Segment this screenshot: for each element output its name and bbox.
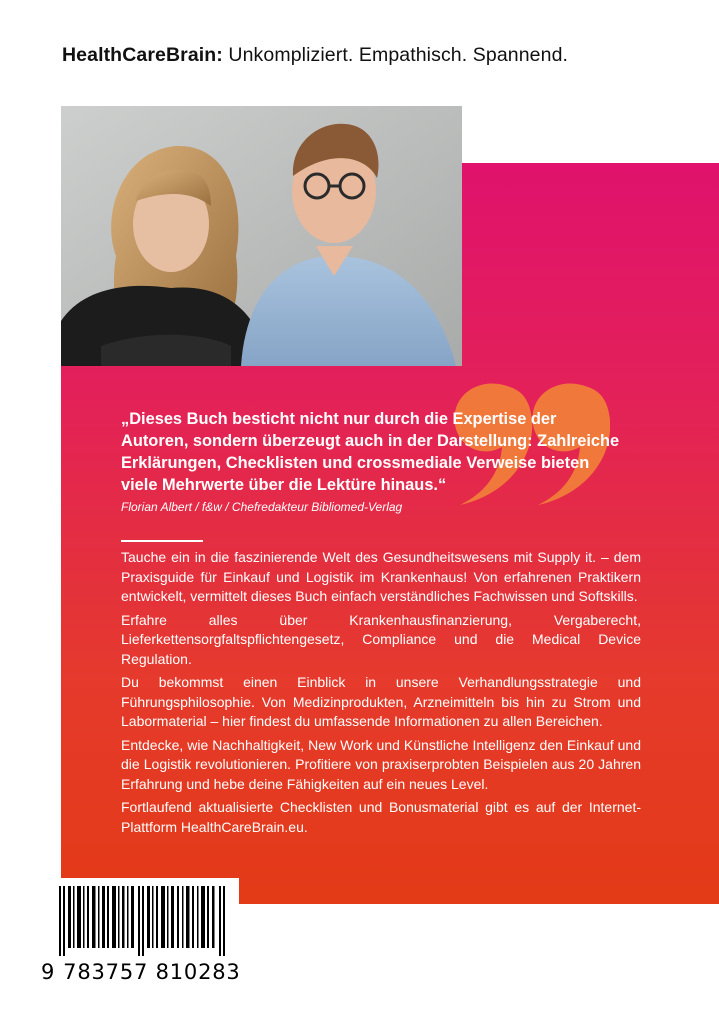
blurb xyxy=(121,548,641,841)
isbn-number xyxy=(41,960,241,984)
blurb-paragraph: Fortlaufend aktualisierte Checklisten und Bonusmaterial gibt es auf der Internet-Plattform HealthCareBrain.eu. xyxy=(121,799,641,835)
isbn-first-digit: 9 xyxy=(41,960,56,984)
tagline xyxy=(62,44,568,67)
barcode-icon xyxy=(59,886,229,956)
author-photo xyxy=(61,106,462,366)
quote-attribution: Florian Albert / f&w / Chefredakteur Bibliomed-Verlag xyxy=(121,500,403,514)
slogan: Unkompliziert. Empathisch. Spannend. xyxy=(222,44,569,66)
blurb-paragraph: Tauche ein in die faszinierende Welt des Gesundheitswesens mit Supply it. – dem Praxisguide für Einkauf und Logistik im Krankenhaus! Von erfahrenen Praktikern entwickelt, vermittelt dieses Buch einfach verständliches Fachwissen und Softskills. xyxy=(121,549,641,604)
divider xyxy=(121,540,203,542)
blurb-paragraph: Du bekommst einen Einblick in unsere Verhandlungsstrategie und Führungsphilosophie. Von Medizinprodukten, Arzneimitteln bis hin zu Strom und Labormaterial – hier findest du umfassende Informationen zu allen Bereichen. xyxy=(121,674,641,729)
review-quote: „Dieses Buch besticht nicht nur durch die Expertise der Autoren, sondern überzeugt auch in der Darstellung: Zahlreiche Erklärungen, Checklisten und crossmediale Verweise bieten viele Mehrwerte über die Lektüre hinaus.“ xyxy=(121,410,620,494)
isbn-digits: 783757 810283 xyxy=(63,960,241,984)
blurb-paragraph: Erfahre alles über Krankenhausfinanzierung, Vergaberecht, Lieferkettensorgfaltspflichtengesetz, Compliance und die Medical Device Regulation. xyxy=(121,611,641,667)
blurb-paragraph: Entdecke, wie Nachhaltigkeit, New Work und Künstliche Intelligenz den Einkauf und die Logistik revolutionieren. Profitiere von praxiserprobten Beispielen aus 20 Jahren Erfahrung und hebe deine Fähigkeiten auf ein neues Level. xyxy=(121,736,641,792)
brand-name: HealthCareBrain: xyxy=(62,44,223,66)
